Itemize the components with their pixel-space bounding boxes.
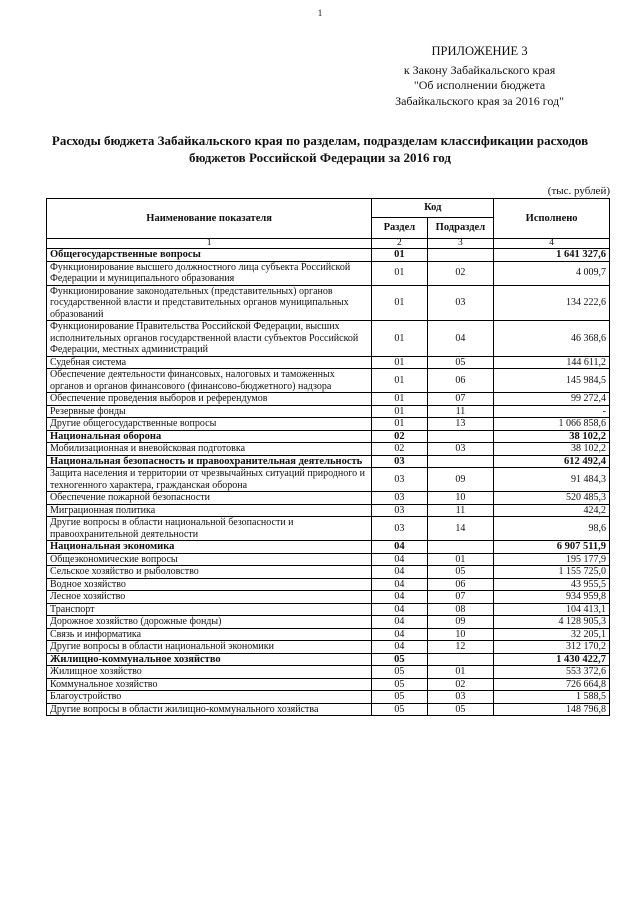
row-section: 05 xyxy=(372,653,427,666)
row-section: 05 xyxy=(372,666,427,679)
row-executed: 4 128 905,3 xyxy=(494,616,610,629)
row-subsection: 05 xyxy=(427,566,494,579)
row-name: Защита населения и территории от чрезвычайных ситуаций природного и техногенного характера, гражданская оборона xyxy=(47,468,372,492)
table-row xyxy=(47,678,610,691)
row-section: 05 xyxy=(372,703,427,716)
row-subsection: 06 xyxy=(427,369,494,393)
table-row xyxy=(47,443,610,456)
row-subsection: 13 xyxy=(427,418,494,431)
row-executed: 6 907 511,9 xyxy=(494,541,610,554)
row-subsection xyxy=(427,541,494,554)
row-name: Общеэкономические вопросы xyxy=(47,553,372,566)
section-row xyxy=(47,653,610,666)
row-executed: 98,6 xyxy=(494,517,610,541)
row-section: 03 xyxy=(372,455,427,468)
row-name: Национальная безопасность и правоохранительная деятельность xyxy=(47,455,372,468)
row-executed: 520 485,3 xyxy=(494,492,610,505)
header-subsection: Подраздел xyxy=(427,218,494,239)
row-executed: 145 984,5 xyxy=(494,369,610,393)
row-executed: 134 222,6 xyxy=(494,285,610,321)
row-subsection: 11 xyxy=(427,504,494,517)
table-row xyxy=(47,468,610,492)
row-subsection xyxy=(427,455,494,468)
row-executed: 1 430 422,7 xyxy=(494,653,610,666)
row-executed: 1 588,5 xyxy=(494,691,610,704)
row-section: 01 xyxy=(372,369,427,393)
row-subsection: 07 xyxy=(427,393,494,406)
table-row xyxy=(47,418,610,431)
row-name: Обеспечение пожарной безопасности xyxy=(47,492,372,505)
header-section: Раздел xyxy=(372,218,427,239)
row-subsection: 12 xyxy=(427,641,494,654)
row-executed: 612 492,4 xyxy=(494,455,610,468)
row-section: 03 xyxy=(372,517,427,541)
row-executed: 32 205,1 xyxy=(494,628,610,641)
row-name: Национальная оборона xyxy=(47,430,372,443)
row-executed: 726 664,8 xyxy=(494,678,610,691)
row-name: Сельское хозяйство и рыболовство xyxy=(47,566,372,579)
row-section: 04 xyxy=(372,591,427,604)
row-subsection: 08 xyxy=(427,603,494,616)
row-section: 01 xyxy=(372,418,427,431)
document-title: Расходы бюджета Забайкальского края по разделам, подразделам классификации расходов бюджетов Российской Федерации за 2016 год xyxy=(51,133,589,165)
column-number: 4 xyxy=(494,239,610,249)
row-name: Общегосударственные вопросы xyxy=(47,249,372,262)
row-name: Функционирование Правительства Российской Федерации, высших исполнительных органов государственной власти субъектов Российской Федерации, местных администраций xyxy=(47,321,372,357)
row-name: Лесное хозяйство xyxy=(47,591,372,604)
header-code: Код xyxy=(372,199,494,218)
appendix-block xyxy=(395,44,564,109)
table-row xyxy=(47,666,610,679)
row-subsection: 03 xyxy=(427,691,494,704)
row-executed: 1 641 327,6 xyxy=(494,249,610,262)
row-section: 04 xyxy=(372,541,427,554)
table-row xyxy=(47,691,610,704)
table-body xyxy=(47,249,610,716)
row-subsection: 03 xyxy=(427,285,494,321)
row-subsection xyxy=(427,430,494,443)
table-row xyxy=(47,261,610,285)
row-subsection: 10 xyxy=(427,628,494,641)
column-number: 2 xyxy=(372,239,427,249)
row-subsection: 05 xyxy=(427,703,494,716)
row-section: 01 xyxy=(372,356,427,369)
appendix-line: "Об исполнении бюджета xyxy=(413,78,546,92)
table-row xyxy=(47,616,610,629)
row-subsection: 01 xyxy=(427,553,494,566)
row-executed: 38 102,2 xyxy=(494,430,610,443)
row-name: Дорожное хозяйство (дорожные фонды) xyxy=(47,616,372,629)
row-name: Благоустройство xyxy=(47,691,372,704)
table-row xyxy=(47,369,610,393)
row-name: Коммунальное хозяйство xyxy=(47,678,372,691)
row-executed: 934 959,8 xyxy=(494,591,610,604)
header-name: Наименование показателя xyxy=(47,199,372,239)
row-subsection: 09 xyxy=(427,616,494,629)
row-name: Другие вопросы в области национальной безопасности и правоохранительной деятельности xyxy=(47,517,372,541)
row-section: 04 xyxy=(372,566,427,579)
row-section: 02 xyxy=(372,430,427,443)
table-row xyxy=(47,703,610,716)
table-row xyxy=(47,504,610,517)
row-section: 04 xyxy=(372,553,427,566)
row-name: Обеспечение деятельности финансовых, налоговых и таможенных органов и органов финансового (финансово-бюджетного) надзора xyxy=(47,369,372,393)
column-number: 1 xyxy=(47,239,372,249)
table-row xyxy=(47,641,610,654)
table-row xyxy=(47,578,610,591)
row-section: 01 xyxy=(372,285,427,321)
row-subsection: 05 xyxy=(427,356,494,369)
table-row xyxy=(47,553,610,566)
row-subsection: 11 xyxy=(427,405,494,418)
row-name: Мобилизационная и вневойсковая подготовка xyxy=(47,443,372,456)
budget-table xyxy=(46,198,610,716)
row-section: 04 xyxy=(372,628,427,641)
row-executed: 46 368,6 xyxy=(494,321,610,357)
row-name: Национальная экономика xyxy=(47,541,372,554)
table-row xyxy=(47,321,610,357)
table-row xyxy=(47,492,610,505)
row-executed: 195 177,9 xyxy=(494,553,610,566)
table-row xyxy=(47,405,610,418)
row-name: Транспорт xyxy=(47,603,372,616)
row-section: 05 xyxy=(372,678,427,691)
row-name: Другие вопросы в области жилищно-коммунального хозяйства xyxy=(47,703,372,716)
row-executed: 99 272,4 xyxy=(494,393,610,406)
row-name: Другие общегосударственные вопросы xyxy=(47,418,372,431)
section-row xyxy=(47,249,610,262)
row-name: Связь и информатика xyxy=(47,628,372,641)
row-subsection: 01 xyxy=(427,666,494,679)
row-section: 03 xyxy=(372,468,427,492)
row-section: 04 xyxy=(372,641,427,654)
row-executed: 43 955,5 xyxy=(494,578,610,591)
row-section: 04 xyxy=(372,616,427,629)
row-name: Водное хозяйство xyxy=(47,578,372,591)
row-section: 05 xyxy=(372,691,427,704)
appendix-line: Забайкальского края за 2016 год" xyxy=(395,93,564,108)
row-executed: 312 170,2 xyxy=(494,641,610,654)
table-row xyxy=(47,356,610,369)
row-section: 03 xyxy=(372,492,427,505)
row-executed: 1 066 858,6 xyxy=(494,418,610,431)
page-number: 1 xyxy=(317,8,323,18)
row-section: 01 xyxy=(372,249,427,262)
row-executed: 144 611,2 xyxy=(494,356,610,369)
appendix-line: к Закону Забайкальского края xyxy=(403,62,556,77)
row-executed: 553 372,6 xyxy=(494,666,610,679)
row-subsection: 06 xyxy=(427,578,494,591)
table-row xyxy=(47,628,610,641)
units-label: (тыс. рублей) xyxy=(547,185,610,197)
row-section: 01 xyxy=(372,321,427,357)
row-subsection xyxy=(427,249,494,262)
row-section: 01 xyxy=(372,261,427,285)
table-row xyxy=(47,591,610,604)
row-name: Жилищно-коммунальное хозяйство xyxy=(47,653,372,666)
column-number: 3 xyxy=(427,239,494,249)
row-name: Резервные фонды xyxy=(47,405,372,418)
table-row xyxy=(47,517,610,541)
row-section: 04 xyxy=(372,603,427,616)
row-subsection: 14 xyxy=(427,517,494,541)
row-executed: - xyxy=(494,405,610,418)
table-row xyxy=(47,603,610,616)
section-row xyxy=(47,541,610,554)
row-executed: 424,2 xyxy=(494,504,610,517)
row-subsection: 09 xyxy=(427,468,494,492)
header-executed: Исполнено xyxy=(494,199,610,239)
row-name: Судебная система xyxy=(47,356,372,369)
row-executed: 148 796,8 xyxy=(494,703,610,716)
row-subsection: 10 xyxy=(427,492,494,505)
row-executed: 38 102,2 xyxy=(494,443,610,456)
section-row xyxy=(47,430,610,443)
table-row xyxy=(47,393,610,406)
row-subsection: 03 xyxy=(427,443,494,456)
row-subsection xyxy=(427,653,494,666)
row-name: Обеспечение проведения выборов и референдумов xyxy=(47,393,372,406)
row-name: Другие вопросы в области национальной экономики xyxy=(47,641,372,654)
table-row xyxy=(47,285,610,321)
row-name: Жилищное хозяйство xyxy=(47,666,372,679)
row-executed: 91 484,3 xyxy=(494,468,610,492)
row-name: Функционирование высшего должностного лица субъекта Российской Федерации и муниципального образования xyxy=(47,261,372,285)
row-section: 03 xyxy=(372,504,427,517)
section-row xyxy=(47,455,610,468)
row-name: Функционирование законодательных (представительных) органов государственной власти и представительных органов муниципальных образований xyxy=(47,285,372,321)
row-section: 01 xyxy=(372,405,427,418)
table-row xyxy=(47,566,610,579)
row-section: 02 xyxy=(372,443,427,456)
row-subsection: 04 xyxy=(427,321,494,357)
row-executed: 104 413,1 xyxy=(494,603,610,616)
row-subsection: 02 xyxy=(427,678,494,691)
row-name: Миграционная политика xyxy=(47,504,372,517)
row-executed: 4 009,7 xyxy=(494,261,610,285)
appendix-title: ПРИЛОЖЕНИЕ 3 xyxy=(431,44,528,58)
row-subsection: 07 xyxy=(427,591,494,604)
row-executed: 1 155 725,0 xyxy=(494,566,610,579)
row-subsection: 02 xyxy=(427,261,494,285)
row-section: 01 xyxy=(372,393,427,406)
row-section: 04 xyxy=(372,578,427,591)
